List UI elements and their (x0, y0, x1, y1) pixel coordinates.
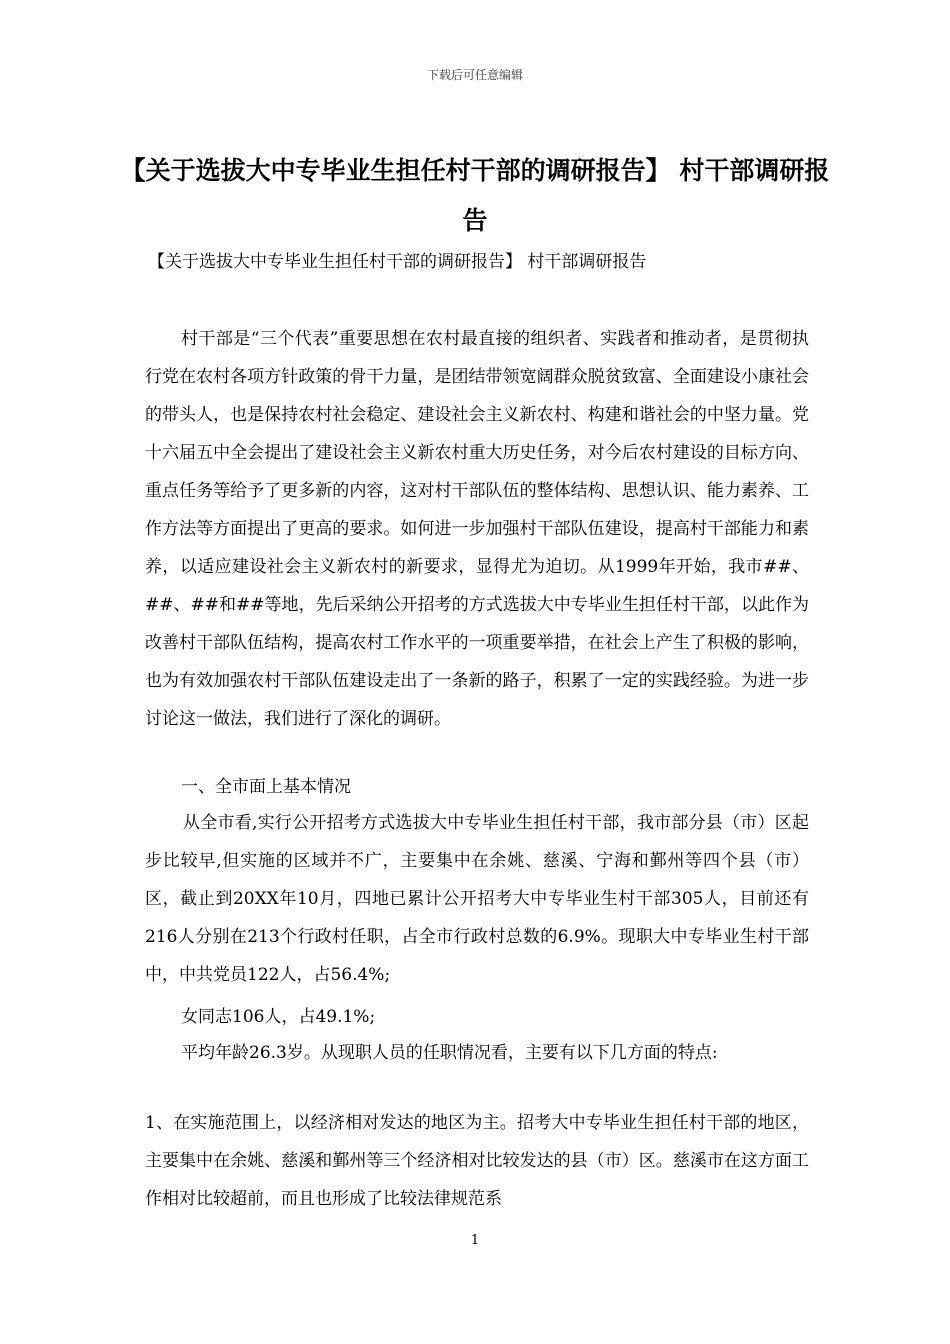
paragraph-intro: 村干部是“三个代表”重要思想在农村最直接的组织者、实践者和推动者，是贯彻执行党在农村各项方针政策的骨干力量，是团结带领宽阔群众脱贫致富、全面建设小康社会的带头人，也是保持农村社会稳定、建设社会主义新农村、构建和谐社会的中坚力量。党十六届五中全会提出了建设社会主义新农村重大历史任务，对今后农村建设的目标方向、重点任务等给予了更多新的内容，这对村干部队伍的整体结构、思想认识、能力素养、工作方法等方面提出了更高的要求。如何进一步加强村干部队伍建设，提高村干部能力和素养，以适应建设社会主义新农村的新要求，显得尤为迫切。从1999年开始，我市##、##、##和##等地，先后采纳公开招考的方式选拔大中专毕业生担任村干部，以此作为改善村干部队伍结构，提高农村工作水平的一项重要举措，在社会上产生了积极的影响，也为有效加强农村干部队伍建设走出了一条新的路子，积累了一定的实践经验。为进一步讨论这一做法，我们进行了深化的调研。 (145, 329, 809, 729)
header-note: 下载后可任意编辑 (426, 68, 523, 82)
paragraph-female-ratio: 女同志106人，占49.1%; (181, 1007, 376, 1027)
paragraph-scope: 1、在实施范围上，以经济相对发达的地区为主。招考大中专毕业生担任村干部的地区，主要集中在余姚、慈溪和鄞州等三个经济相对比较发达的县（市）区。慈溪市在这方面工作相对比较超前，而且也形成了比较法律规范系 (145, 1113, 809, 1209)
section-heading: 一、全市面上基本情况 (181, 777, 351, 797)
page-number: 1 (470, 1233, 480, 1248)
paragraph-overview: 从全市看,实行公开招考方式选拔大中专毕业生担任村干部，我市部分县（市）区起步比较早,但实施的区域并不广，主要集中在余姚、慈溪、宁海和鄞州等四个县（市）区，截止到20XX年10月，四地已累计公开招考大中专毕业生村干部305人，目前还有216人分别在213个行政村任职，占全市行政村总数的6.9%。现职大中专毕业生村干部中，中共党员122人，占56.4%; (145, 813, 809, 985)
paragraph-average-age: 平均年龄26.3岁。从现职人员的任职情况看，主要有以下几方面的特点: (181, 1043, 718, 1063)
document-subtitle: 【关于选拔大中专毕业生担任村干部的调研报告】 村干部调研报告 (148, 252, 647, 272)
document-title: 【关于选拔大中专毕业生担任村干部的调研报告】 村干部调研报告 (120, 156, 830, 235)
